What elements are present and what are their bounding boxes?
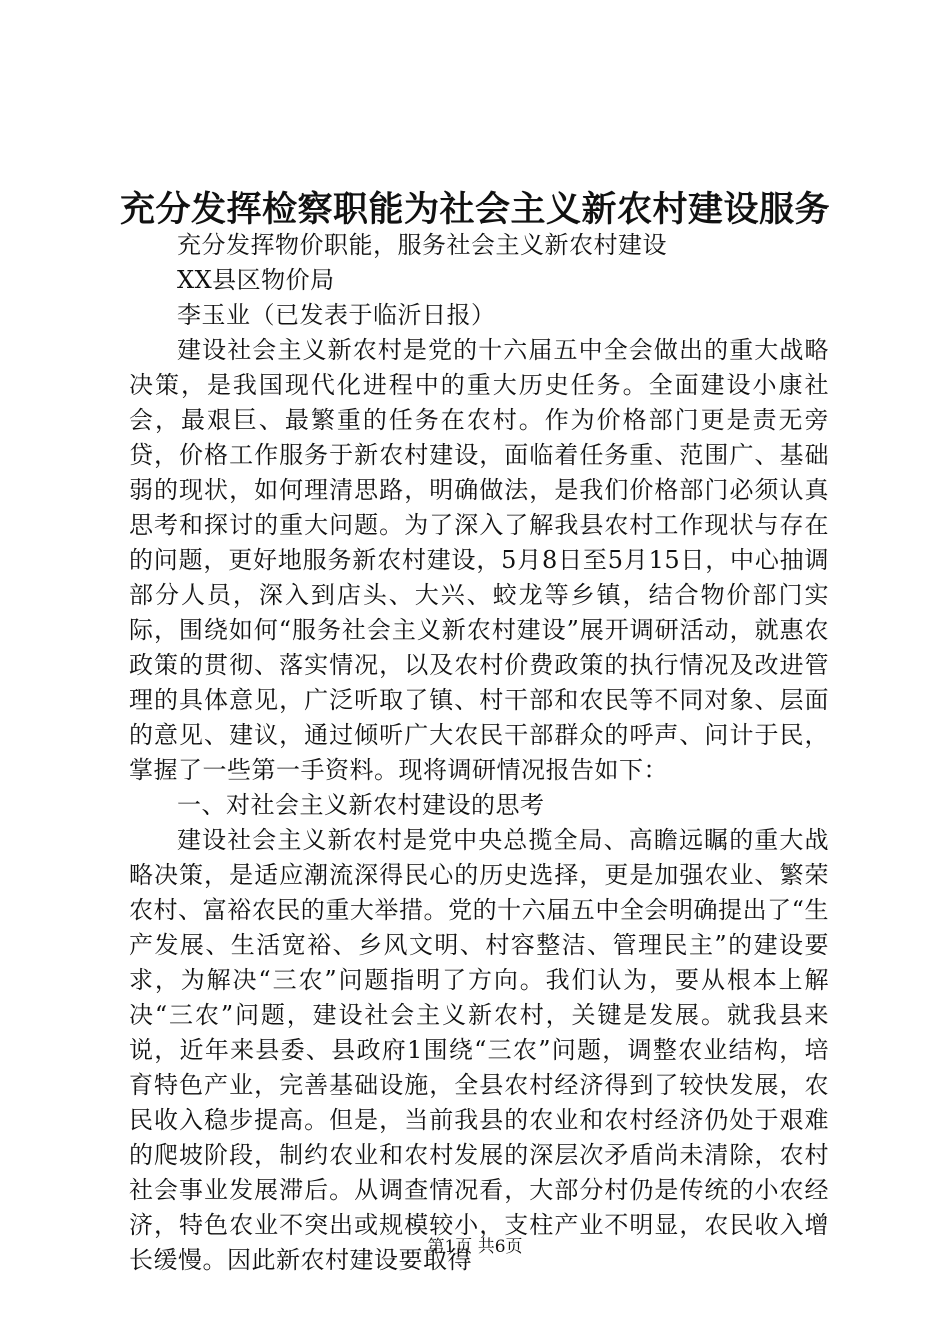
paragraph: 建设社会主义新农村是党的十六届五中全会做出的重大战略决策，是我国现代化进程中的重大历史任务。全面建设小康社会，最艰巨、最繁重的任务在农村。作为价格部门更是责无旁贷，价格工作服务于新农村建设，面临着任务重、范围广、基础弱的现状，如何理清思路，明确做法，是我们价格部门必须认真思考和探讨的重大问题。为了深入了解我县农村工作现状与存在的问题，更好地服务新农村建设，5月8日至5月15日，中心抽调部分人员，深入到店头、大兴、蛟龙等乡镇，结合物价部门实际，围绕如何“服务社会主义新农村建设”展开调研活动，就惠农政策的贯彻、落实情况，以及农村价费政策的执行情况及改进管理的具体意见，广泛听取了镇、村干部和农民等不同对象、层面的意见、建议，通过倾听广大农民干部群众的呼声、问计于民，掌握了一些第一手资料。现将调研情况报告如下： [129,336,829,784]
paragraph: 建设社会主义新农村是党中央总揽全局、高瞻远瞩的重大战略决策，是适应潮流深得民心的历史选择，更是加强农业、繁荣农村、富裕农民的重大举措。党的十六届五中全会明确提出了“生产发展、生活宽裕、乡风文明、村容整洁、管理民主”的建设要求，为解决“三农”问题指明了方向。我们认为，要从根本上解决“三农”问题，建设社会主义新农村，关键是发展。就我县来说，近年来县委、县政府1围绕“三农”问题，调整农业结构，培育特色产业，完善基础设施，全县农村经济得到了较快发展，农民收入稳步提高。但是，当前我县的农业和农村经济仍处于艰难的爬坡阶段，制约农业和农村发展的深层次矛盾尚未清除，农村社会事业发展滞后。从调查情况看，大部分村仍是传统的小农经济，特色农业不突出或规模较小，支柱产业不明显，农民收入增长缓慢。因此新农村建设要取得 [129,826,829,1274]
document-body [129,228,829,1278]
page-number-footer: 第1页 共6页 [427,1237,523,1257]
document-title: 充分发挥检察职能为社会主义新农村建设服务 [119,189,830,230]
subtitle-line: 充分发挥物价职能，服务社会主义新农村建设 [177,231,667,259]
section-heading: 一、对社会主义新农村建设的思考 [177,791,545,819]
author-line: 李玉业（已发表于临沂日报） [177,301,496,329]
organization-line: XX县区物价局 [177,266,335,294]
